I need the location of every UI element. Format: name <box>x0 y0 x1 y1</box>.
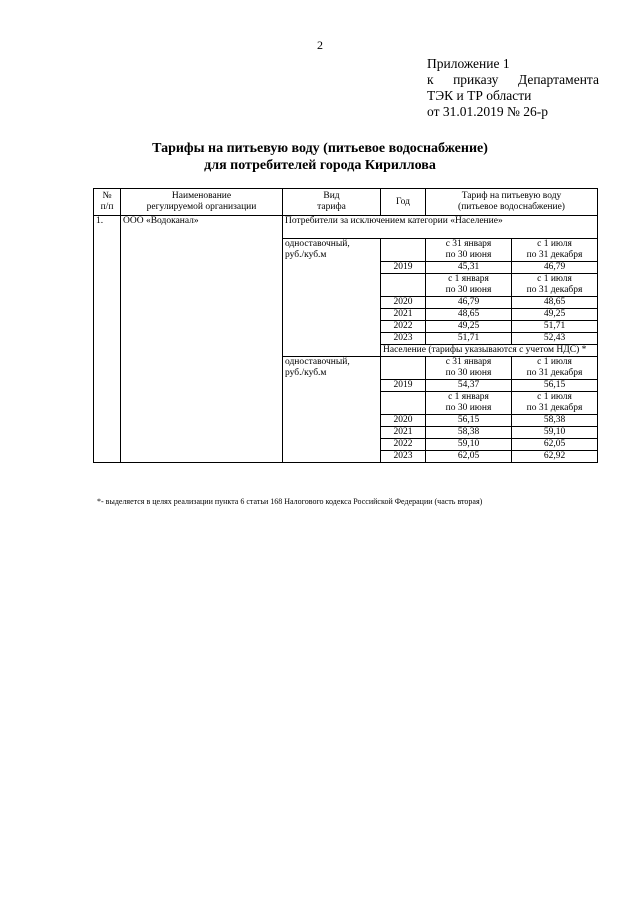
period-second: с 1 июля по 31 декабря <box>512 274 598 297</box>
value-cell: 46,79 <box>426 297 512 309</box>
period-first: с 1 января по 30 июня <box>426 274 512 297</box>
period-first: с 31 января по 30 июня <box>426 357 512 380</box>
year-cell: 2019 <box>381 380 426 392</box>
appendix-word: к <box>427 72 434 87</box>
header-org: Наименование регулируемой организации <box>121 189 283 216</box>
section-label: Население (тарифы указываются с учетом НДС) * <box>381 345 598 357</box>
year-cell: 2021 <box>381 309 426 321</box>
appendix-line-4: от 31.01.2019 № 26-р <box>427 104 548 119</box>
page-number: 2 <box>317 38 323 52</box>
table-row <box>94 216 598 239</box>
value-cell: 51,71 <box>426 333 512 345</box>
appendix-word: приказу <box>453 72 499 87</box>
footnote: *- выделяется в целях реализации пункта 6 статьи 168 Налогового кодекса Российской Федерации (часть вторая) <box>97 497 483 506</box>
value-cell: 56,15 <box>512 380 598 392</box>
value-cell: 49,25 <box>426 321 512 333</box>
value-cell: 59,10 <box>512 427 598 439</box>
year-cell: 2023 <box>381 451 426 463</box>
tariff-type: одноставочный, руб./куб.м <box>283 357 381 392</box>
appendix-line-3: ТЭК и ТР области <box>427 88 532 103</box>
value-cell: 62,05 <box>512 439 598 451</box>
period-second: с 1 июля по 31 декабря <box>512 357 598 380</box>
value-cell: 58,38 <box>426 427 512 439</box>
period-second: с 1 июля по 31 декабря <box>512 392 598 415</box>
row-number: 1. <box>94 216 121 463</box>
value-cell: 62,92 <box>512 451 598 463</box>
value-cell: 45,31 <box>426 262 512 274</box>
value-cell: 49,25 <box>512 309 598 321</box>
value-cell: 54,37 <box>426 380 512 392</box>
title-line-2: для потребителей города Кириллова <box>204 158 436 173</box>
document-title <box>0 140 640 174</box>
header-year: Год <box>381 189 426 216</box>
value-cell: 56,15 <box>426 415 512 427</box>
value-cell: 46,79 <box>512 262 598 274</box>
appendix-line-2 <box>427 72 599 88</box>
year-cell: 2021 <box>381 427 426 439</box>
tariff-type: одноставочный, руб./куб.м <box>283 239 381 274</box>
value-cell: 62,05 <box>426 451 512 463</box>
header-type: Вид тарифа <box>283 189 381 216</box>
appendix-word: Департамента <box>517 72 599 87</box>
value-cell: 51,71 <box>512 321 598 333</box>
year-cell: 2020 <box>381 297 426 309</box>
appendix-line-1: Приложение 1 <box>427 56 510 71</box>
table-header-row <box>94 189 598 216</box>
year-cell: 2022 <box>381 321 426 333</box>
title-line-1: Тарифы на питьевую воду (питьевое водоснабжение) <box>152 141 488 156</box>
value-cell: 59,10 <box>426 439 512 451</box>
section-label: Потребители за исключением категории «Население» <box>283 216 598 239</box>
header-tariff: Тариф на питьевую воду (питьевое водоснабжение) <box>426 189 598 216</box>
period-first: с 31 января по 30 июня <box>426 239 512 262</box>
header-num: № п/п <box>94 189 121 216</box>
value-cell: 52,43 <box>512 333 598 345</box>
value-cell: 58,38 <box>512 415 598 427</box>
year-cell: 2023 <box>381 333 426 345</box>
period-first: с 1 января по 30 июня <box>426 392 512 415</box>
tariff-table <box>93 188 598 463</box>
period-second: с 1 июля по 31 декабря <box>512 239 598 262</box>
appendix-note <box>427 56 599 120</box>
value-cell: 48,65 <box>512 297 598 309</box>
org-name: ООО «Водоканал» <box>121 216 283 463</box>
year-cell: 2020 <box>381 415 426 427</box>
year-cell: 2022 <box>381 439 426 451</box>
value-cell: 48,65 <box>426 309 512 321</box>
year-cell: 2019 <box>381 262 426 274</box>
